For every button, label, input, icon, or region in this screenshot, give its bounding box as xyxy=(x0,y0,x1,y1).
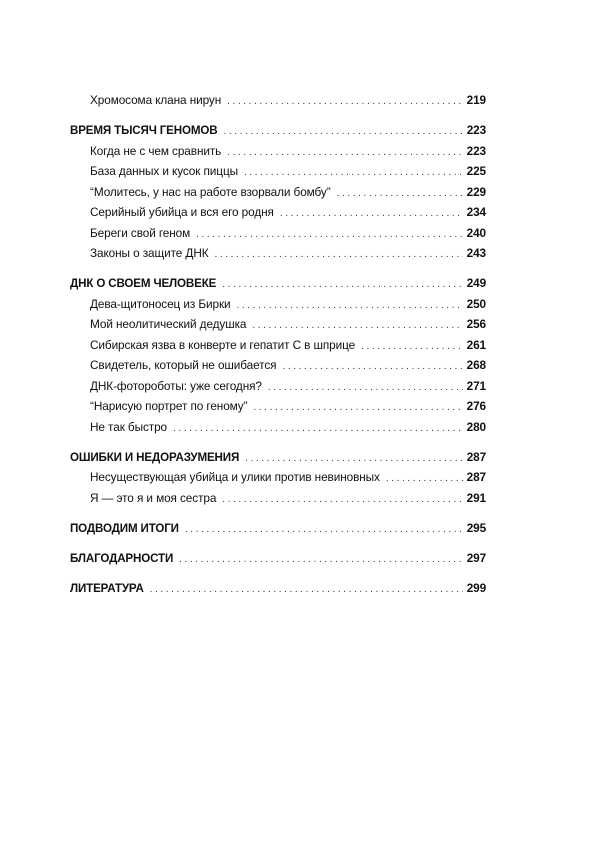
dot-leader xyxy=(222,275,463,296)
toc-entry-title: Мой неолитический дедушка xyxy=(90,317,247,331)
dot-leader xyxy=(223,122,462,143)
toc-entry-title: БЛАГОДАРНОСТИ xyxy=(70,551,174,565)
toc-section-entry[interactable] xyxy=(70,335,486,356)
toc-section-entry[interactable] xyxy=(70,90,486,111)
toc-section-entry[interactable] xyxy=(70,417,486,438)
toc-entry-title: “Молитесь, у нас на работе взорвали бомбу” xyxy=(90,184,331,199)
toc-entry-page-number: 240 xyxy=(466,225,486,240)
toc-chapter-entry[interactable] xyxy=(70,578,486,599)
dot-leader xyxy=(386,469,463,490)
toc-entry-page-number: 219 xyxy=(466,93,486,107)
toc-entry-title: ВРЕМЯ ТЫСЯЧ ГЕНОМОВ xyxy=(70,124,218,137)
toc-entry-title: “Нарисую портрет по геному” xyxy=(90,399,248,413)
toc-entry-page-number: 295 xyxy=(466,520,486,535)
dot-leader xyxy=(222,490,462,511)
toc-entry-page-number: 268 xyxy=(466,358,486,372)
dot-leader xyxy=(179,550,463,571)
toc-entry-page-number: 291 xyxy=(466,490,486,505)
toc-entry-title: Сибирская язва в конверте и гепатит С в шприце xyxy=(90,337,356,352)
toc-entry-title: ДНК О СВОЕМ ЧЕЛОВЕКЕ xyxy=(70,277,217,290)
toc-entry-title: Свидетель, который не ошибается xyxy=(90,358,277,372)
dot-leader xyxy=(215,245,463,266)
toc-entry-page-number: 256 xyxy=(466,317,486,331)
toc-entry-page-number: 280 xyxy=(466,419,486,434)
dot-leader xyxy=(173,419,463,440)
toc-entry-page-number: 249 xyxy=(466,276,486,290)
toc-section-entry[interactable] xyxy=(70,202,486,223)
toc-entry-page-number: 271 xyxy=(466,378,486,393)
toc-entry-title: ДНК-фотороботы: уже сегодня? xyxy=(90,378,262,393)
dot-leader xyxy=(245,449,463,470)
toc-entry-title: ПОДВОДИМ ИТОГИ xyxy=(70,521,179,535)
dot-leader xyxy=(282,357,462,378)
toc-section-entry[interactable] xyxy=(70,223,486,244)
toc-section-entry[interactable] xyxy=(70,355,486,376)
dot-leader xyxy=(253,398,462,419)
toc-entry-title: Несуществующая убийца и улики против невиновных xyxy=(90,470,380,484)
toc-entry-page-number: 297 xyxy=(466,550,486,565)
toc-section-entry[interactable] xyxy=(70,314,486,335)
toc-entry-page-number: 287 xyxy=(466,449,486,464)
dot-leader xyxy=(252,316,462,337)
toc-chapter-entry[interactable] xyxy=(70,273,486,294)
toc-entry-page-number: 229 xyxy=(466,184,486,199)
toc-chapter-entry[interactable] xyxy=(70,120,486,141)
toc-entry-title: Хромосома клана нирун xyxy=(90,93,222,107)
toc-entry-page-number: 243 xyxy=(466,246,486,260)
toc-section-entry[interactable] xyxy=(70,243,486,264)
toc-entry-title: Серийный убийца и вся его родня xyxy=(90,205,274,219)
toc-section-entry[interactable] xyxy=(70,182,486,203)
dot-leader xyxy=(361,337,462,358)
toc-section-entry[interactable] xyxy=(70,294,486,315)
dot-leader xyxy=(185,520,463,541)
toc-entry-page-number: 250 xyxy=(466,296,486,311)
toc-entry-title: Законы о защите ДНК xyxy=(90,246,209,260)
toc-entry-page-number: 299 xyxy=(466,580,486,595)
toc-entry-page-number: 261 xyxy=(466,337,486,352)
toc-section-entry[interactable] xyxy=(70,396,486,417)
toc-entry-title: Когда не с чем сравнить xyxy=(90,143,222,158)
toc-entry-page-number: 223 xyxy=(466,143,486,158)
toc-section-entry[interactable] xyxy=(70,376,486,397)
dot-leader xyxy=(227,92,462,113)
dot-leader xyxy=(268,378,463,399)
toc-entry-page-number: 276 xyxy=(466,399,486,413)
toc-entry-page-number: 234 xyxy=(466,205,486,219)
dot-leader xyxy=(196,225,462,246)
dot-leader xyxy=(237,296,463,317)
toc-chapter-entry[interactable] xyxy=(70,518,486,539)
toc-entry-title: База данных и кусок пиццы xyxy=(90,164,238,178)
toc-chapter-entry[interactable] xyxy=(70,447,486,468)
toc-entry-title: ОШИБКИ И НЕДОРАЗУМЕНИЯ xyxy=(70,450,240,464)
toc-entry-title: ЛИТЕРАТУРА xyxy=(70,581,144,595)
table-of-contents xyxy=(70,90,486,598)
toc-section-entry[interactable] xyxy=(70,141,486,162)
toc-entry-title: Не так быстро xyxy=(90,419,167,434)
dot-leader xyxy=(227,143,462,164)
dot-leader xyxy=(280,204,463,225)
toc-entry-title: Я — это я и моя сестра xyxy=(90,490,217,505)
toc-entry-page-number: 287 xyxy=(466,470,486,484)
toc-entry-page-number: 223 xyxy=(466,123,486,137)
toc-chapter-entry[interactable] xyxy=(70,548,486,569)
dot-leader xyxy=(244,163,463,184)
toc-entry-title: Береги свой геном xyxy=(90,225,191,240)
toc-entry-page-number: 225 xyxy=(466,164,486,178)
toc-entry-title: Дева-щитоносец из Бирки xyxy=(90,296,231,311)
dot-leader xyxy=(337,184,463,205)
toc-section-entry[interactable] xyxy=(70,467,486,488)
dot-leader xyxy=(150,580,463,601)
toc-section-entry[interactable] xyxy=(70,161,486,182)
toc-section-entry[interactable] xyxy=(70,488,486,509)
